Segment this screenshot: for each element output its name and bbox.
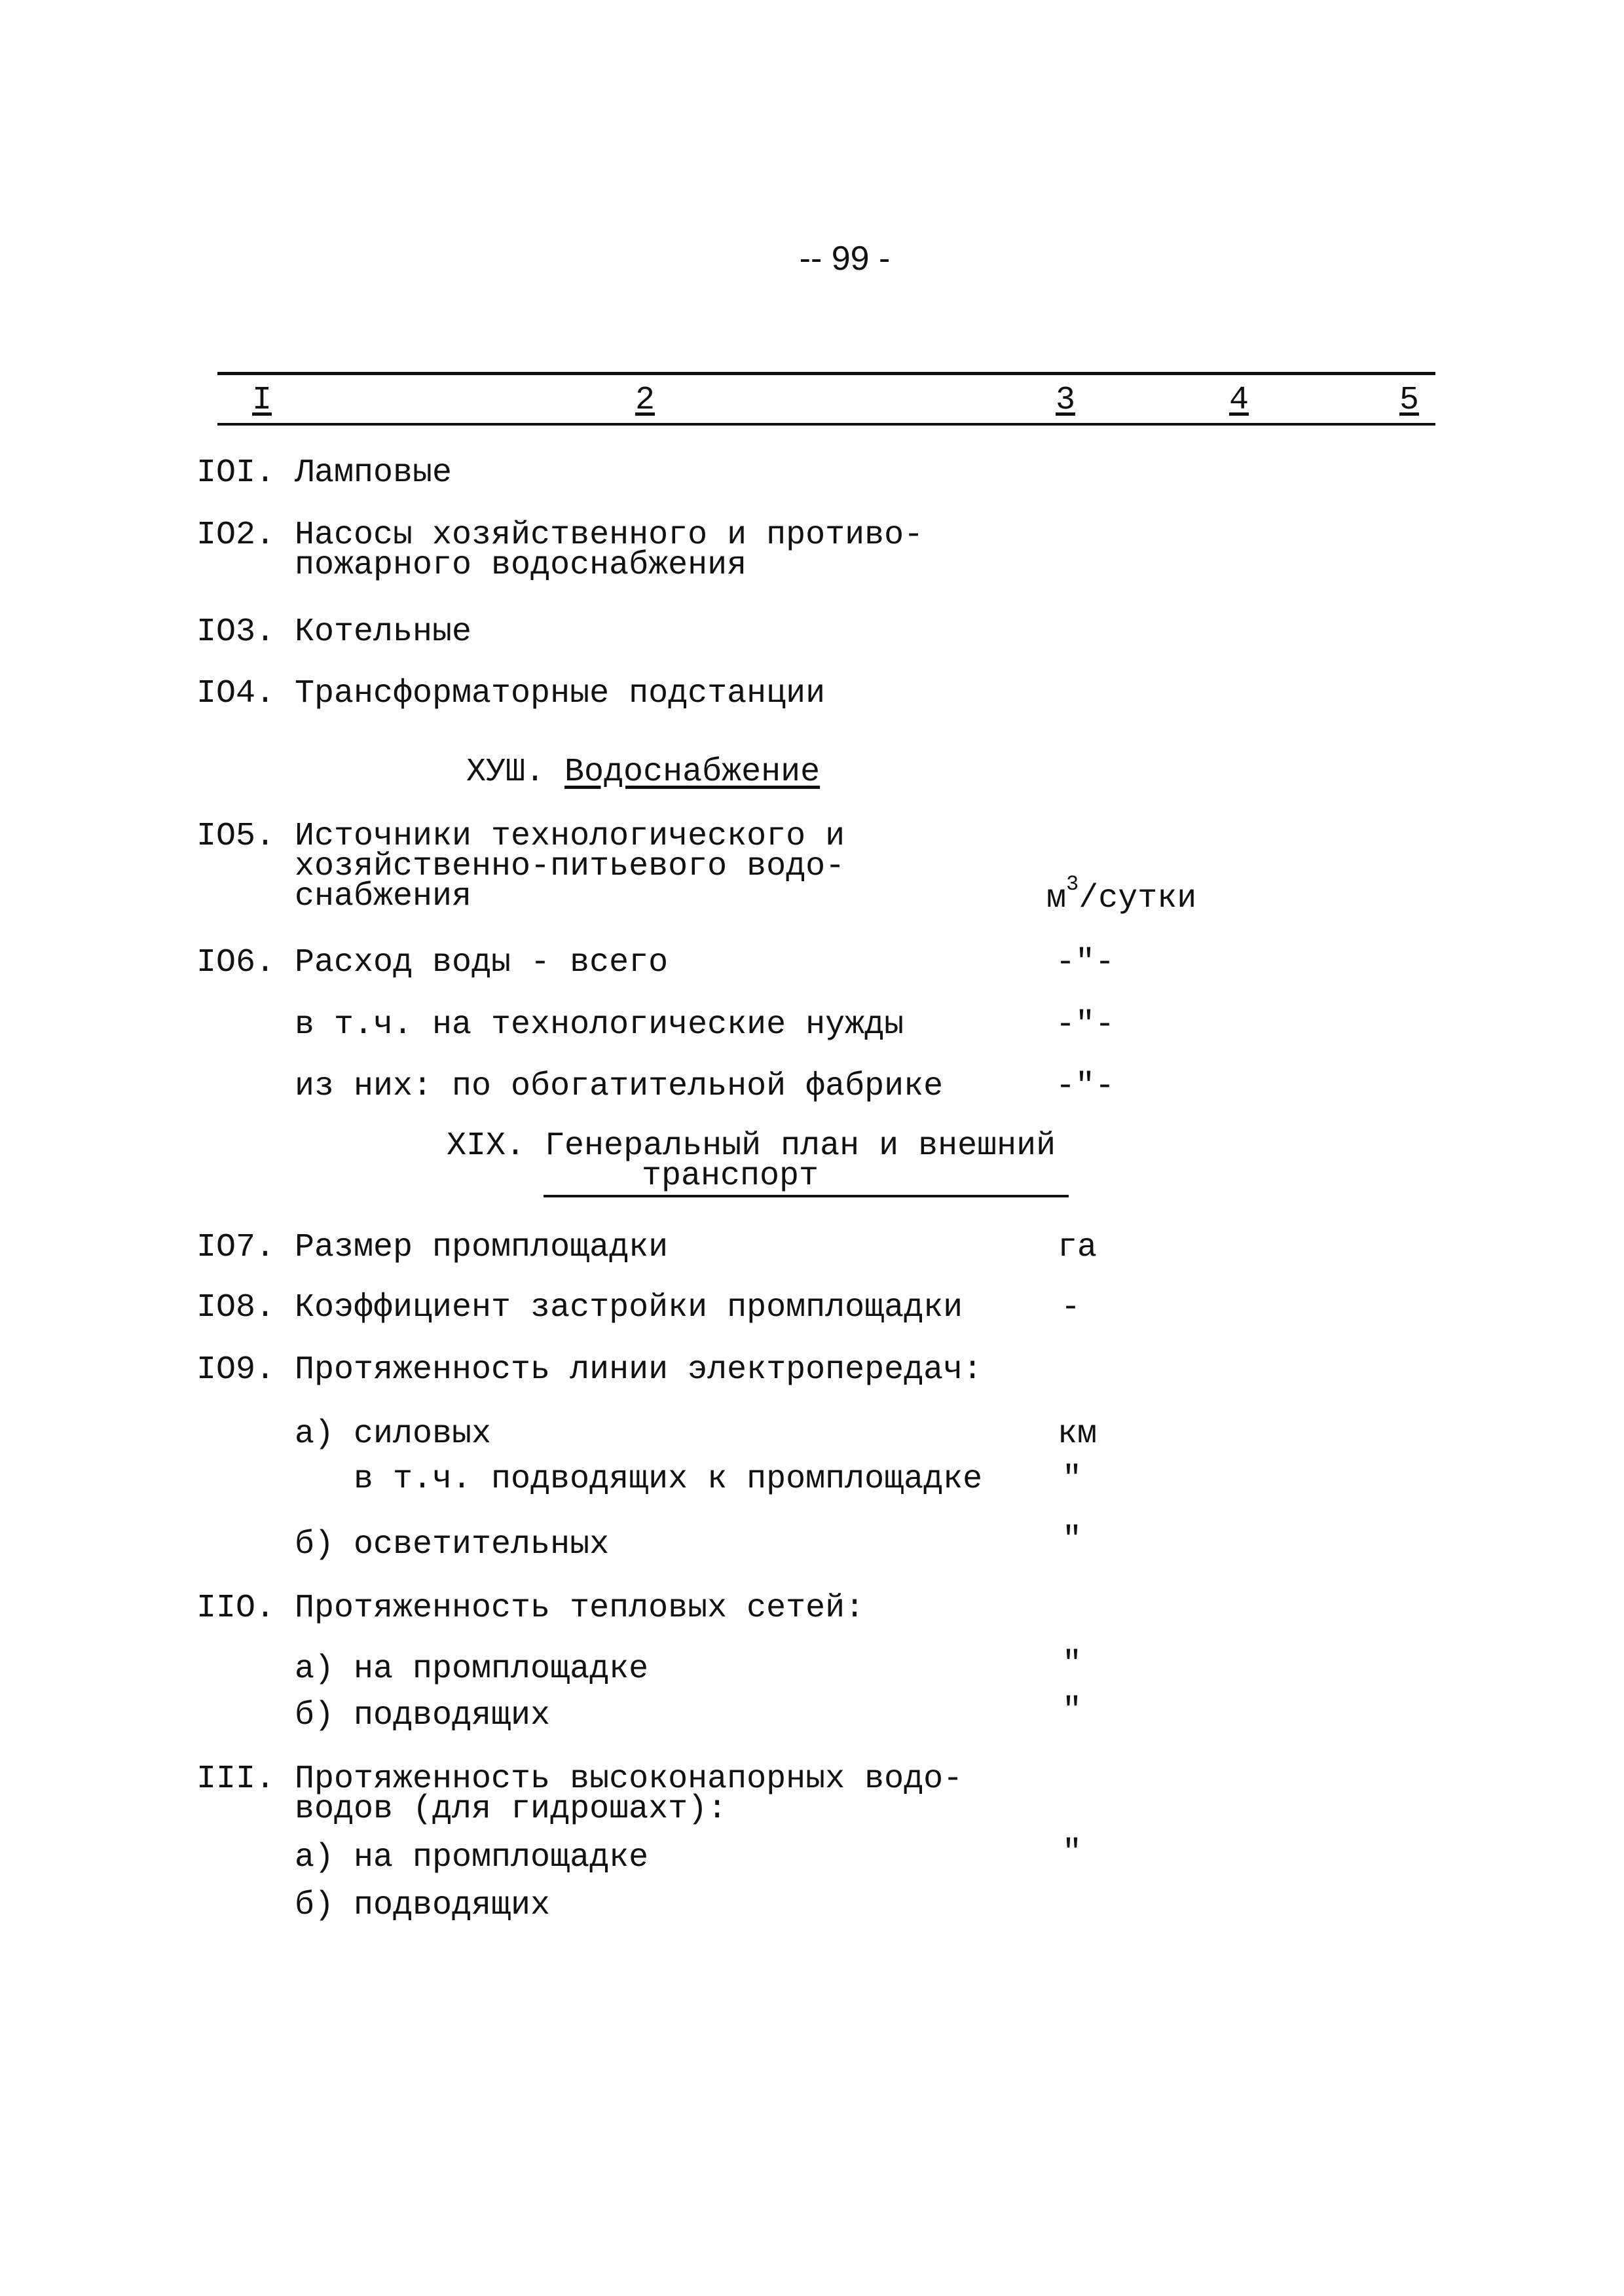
- row-number: IOI.: [196, 454, 276, 492]
- section-underline: [544, 1195, 1069, 1197]
- row-text: водов (для гидрошахт):: [295, 1791, 728, 1828]
- row-number: III.: [196, 1760, 276, 1798]
- column-header-5: 5: [1399, 382, 1420, 419]
- row-text: а) на промплощадке: [295, 1650, 649, 1688]
- row-unit: -"-: [1056, 1006, 1115, 1044]
- column-header-3: 3: [1056, 382, 1076, 419]
- row-number: IO7.: [196, 1229, 276, 1266]
- row-text: Коэффициент застройки промплощадки: [295, 1289, 963, 1326]
- row-text: снабжения: [295, 878, 472, 915]
- row-text: б) подводящих: [295, 1697, 551, 1734]
- row-unit: -: [1061, 1289, 1081, 1326]
- section-number: ХУШ.: [466, 754, 545, 791]
- row-text: Протяженность высоконапорных водо-: [295, 1760, 963, 1798]
- row-number: IO2.: [196, 517, 276, 554]
- row-unit: ": [1062, 1834, 1082, 1872]
- row-text: в т.ч. на технологические нужды: [295, 1006, 904, 1044]
- table-top-rule: [217, 372, 1435, 375]
- column-header-2: 2: [635, 382, 655, 419]
- row-unit: ": [1062, 1646, 1082, 1683]
- row-number: IO6.: [196, 944, 276, 981]
- column-header-1: I: [252, 382, 272, 419]
- row-text: пожарного водоснабжения: [295, 547, 747, 584]
- row-unit: -"-: [1056, 1068, 1115, 1105]
- header-bottom-rule: [217, 423, 1435, 426]
- row-number: IO9.: [196, 1351, 276, 1389]
- section-title: Водоснабжение: [564, 754, 821, 791]
- row-text: Протяженность тепловых сетей:: [295, 1590, 865, 1627]
- row-number: IO5.: [196, 818, 276, 855]
- row-text: в т.ч. подводящих к промплощадке: [354, 1461, 983, 1498]
- row-text: Котельные: [295, 613, 472, 651]
- row-text: б) осветительных: [295, 1526, 610, 1563]
- row-text: Размер промплощадки: [295, 1229, 669, 1266]
- row-number: IO4.: [196, 675, 276, 712]
- row-unit: ": [1062, 1522, 1082, 1559]
- row-text: Расход воды - всего: [295, 944, 669, 981]
- row-unit: -"-: [1056, 944, 1115, 981]
- row-number: IO3.: [196, 613, 276, 651]
- row-text: Протяженность линии электропередач:: [295, 1351, 983, 1389]
- row-text: из них: по обогатительной фабрике: [295, 1068, 944, 1105]
- row-text: Источники технологического и: [295, 818, 845, 855]
- row-unit: ": [1062, 1692, 1082, 1730]
- row-text: б) подводящих: [295, 1887, 551, 1924]
- section-heading-18: [466, 754, 821, 791]
- page-number: -- 99 -: [799, 240, 891, 278]
- row-text: Ламповые: [295, 454, 452, 492]
- column-header-4: 4: [1229, 382, 1249, 419]
- row-number: IO8.: [196, 1289, 276, 1326]
- row-unit: га: [1058, 1229, 1098, 1266]
- row-unit: км: [1058, 1415, 1098, 1453]
- row-text: хозяйственно-питьевого водо-: [295, 848, 845, 885]
- row-text: а) силовых: [295, 1415, 492, 1453]
- row-text: а) на промплощадке: [295, 1839, 649, 1876]
- section-title-continued: транспорт: [642, 1157, 819, 1195]
- row-number: IIO.: [196, 1590, 276, 1627]
- row-unit: ": [1062, 1461, 1082, 1498]
- row-text: Трансформаторные подстанции: [295, 675, 826, 712]
- row-unit: $м^3$/сутки: [1046, 872, 1197, 917]
- section-number: XIX.: [447, 1127, 526, 1165]
- row-text: Насосы хозяйственного и противо-: [295, 517, 924, 554]
- section-title: Генеральный план и внешний: [545, 1127, 1056, 1165]
